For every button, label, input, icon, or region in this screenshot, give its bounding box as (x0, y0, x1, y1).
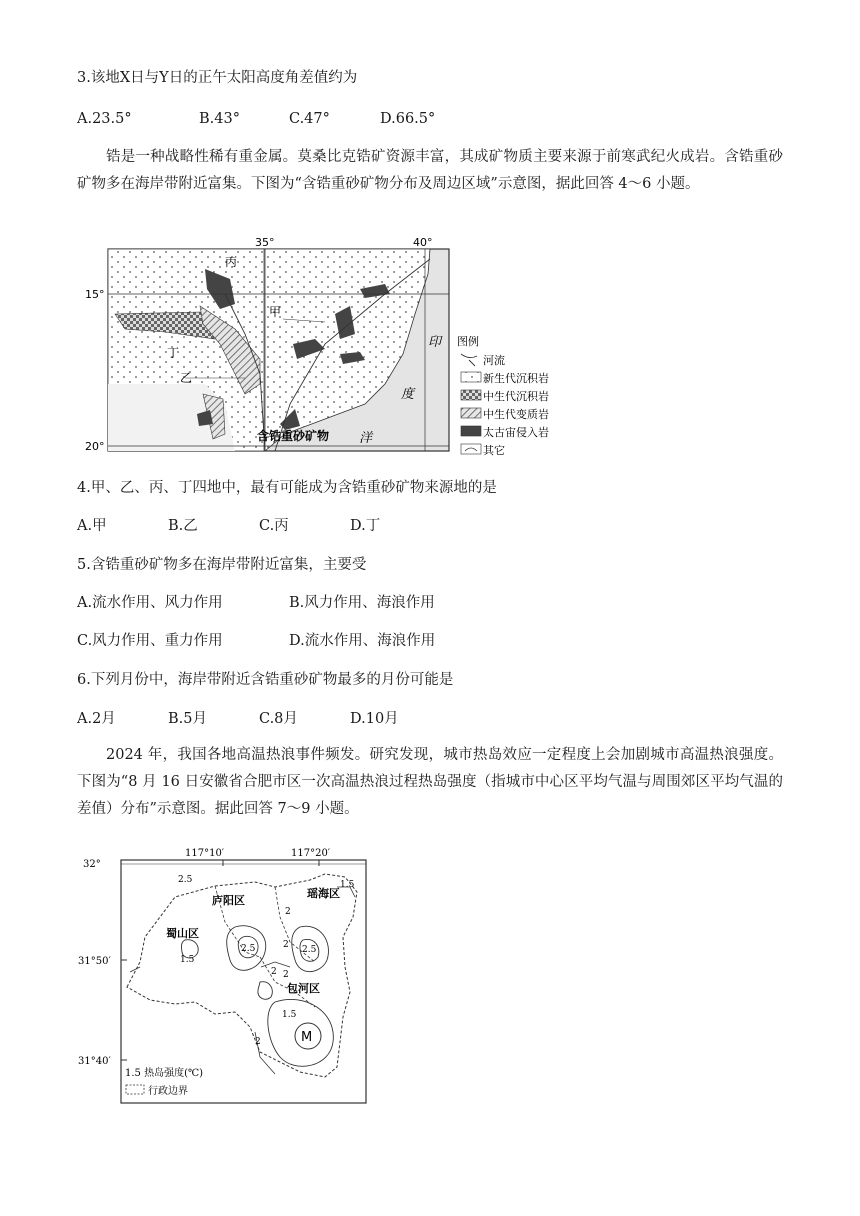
q4-option-a[interactable]: A.甲 (77, 518, 107, 534)
legend-mesozoic-sediment: 中生代沉积岩 (483, 390, 549, 403)
q3-option-b[interactable]: B.43° (199, 111, 240, 127)
q5-option-c[interactable]: C.风力作用、重力作用 (77, 633, 223, 649)
contour-label: 2 (271, 967, 277, 977)
contour-label: 2.5 (241, 944, 256, 954)
lat-label-3150: 31°50′ (78, 956, 111, 967)
contour-label: 2.5 (302, 945, 317, 955)
q6-option-d[interactable]: D.10月 (350, 711, 399, 727)
lat-label-3140: 31°40′ (78, 1056, 111, 1067)
contour-label: 1.5 (180, 955, 195, 965)
passage-heat-island: 2024 年，我国各地高温热浪事件频发。研究发现，城市热岛效应一定程度上会加剧城市高温热浪强度。下图为“8 月 16 日安徽省合肥市区一次高温热浪过程热岛强度（指城市中心区平均气温与周围郊区平均气温的差值）分布”示意图。据此回答 7～9 小题。 (77, 747, 783, 817)
legend-title: 图例 (457, 335, 479, 348)
ocean-label-yang: 洋 (359, 431, 373, 446)
contour-label: 2 (285, 907, 291, 917)
lat-label-15: 15° (85, 288, 105, 301)
legend-archean: 太古宙侵入岩 (483, 426, 549, 439)
lat-label-20: 20° (85, 440, 105, 453)
question-3-stem: 3.该地X日与Y日的正午太阳高度角差值约为 (77, 70, 358, 86)
legend-admin-boundary: 行政边界 (148, 1086, 188, 1097)
legend-cenozoic: 新生代沉积岩 (483, 372, 549, 385)
q6-option-c[interactable]: C.8月 (259, 711, 298, 727)
heat-island-map (75, 842, 375, 1107)
district-shushan: 蜀山区 (166, 927, 199, 940)
point-m: M (301, 1030, 313, 1045)
q5-option-b[interactable]: B.风力作用、海浪作用 (289, 595, 435, 611)
place-jia: 甲 (269, 305, 282, 319)
zirconium-map-figure (85, 234, 595, 459)
lon-label-11710: 117°10′ (185, 848, 225, 859)
lon-label-11720: 117°20′ (291, 848, 331, 859)
lon-label-35: 35° (255, 236, 275, 249)
contour-label: 1.5 (340, 880, 355, 890)
place-ding: 丁 (167, 346, 180, 360)
q4-option-c[interactable]: C.丙 (259, 518, 289, 534)
lat-label-32: 32° (83, 859, 101, 870)
q6-option-b[interactable]: B.5月 (168, 711, 207, 727)
contour-label: 2 (283, 940, 289, 950)
q3-option-d[interactable]: D.66.5° (380, 111, 436, 127)
contour-label: 1.5 (282, 1010, 297, 1020)
heat-island-map-figure (75, 842, 375, 1107)
q5-option-d[interactable]: D.流水作用、海浪作用 (289, 633, 436, 649)
zirconium-map (85, 234, 595, 459)
q6-option-a[interactable]: A.2月 (77, 711, 116, 727)
district-baohe: 包河区 (287, 982, 320, 995)
contour-label: 2.5 (178, 875, 193, 885)
district-yaohai: 瑶海区 (307, 887, 340, 900)
question-6-stem: 6.下列月份中，海岸带附近含锆重砂矿物最多的月份可能是 (77, 672, 454, 688)
deposit-label: 含锆重砂矿物 (257, 429, 330, 443)
q4-option-b[interactable]: B.乙 (168, 518, 198, 534)
q3-option-c[interactable]: C.47° (289, 111, 330, 127)
q5-option-a[interactable]: A.流水作用、风力作用 (77, 595, 223, 611)
place-yi: 乙 (180, 371, 193, 385)
question-4-stem: 4.甲、乙、丙、丁四地中，最有可能成为含锆重砂矿物来源地的是 (77, 480, 497, 496)
legend-river: 河流 (483, 354, 505, 367)
legend-heat-intensity: 1.5 热岛强度(℃) (125, 1068, 204, 1079)
ocean-label-du: 度 (401, 387, 415, 402)
passage-zirconium: 锆是一种战略性稀有重金属。莫桑比克锆矿资源丰富，其成矿物质主要来源于前寒武纪火成岩。含锆重砂矿物多在海岸带附近富集。下图为“含锆重砂矿物分布及周边区域”示意图，据此回答 4～6 小题。 (77, 149, 783, 192)
q3-option-a[interactable]: A.23.5° (77, 111, 132, 127)
district-luyang: 庐阳区 (212, 894, 245, 907)
question-5-stem: 5.含锆重砂矿物多在海岸带附近富集，主要受 (77, 557, 367, 573)
contour-label: 2 (283, 970, 289, 980)
contour-label: 2 (255, 1037, 261, 1047)
legend-other: 其它 (483, 444, 505, 457)
ocean-label-yin: 印 (428, 335, 442, 350)
lon-label-40: 40° (413, 236, 433, 249)
legend-mesozoic-metamorphic: 中生代变质岩 (483, 408, 549, 421)
place-bing: 丙 (225, 255, 238, 269)
q4-option-d[interactable]: D.丁 (350, 518, 381, 534)
